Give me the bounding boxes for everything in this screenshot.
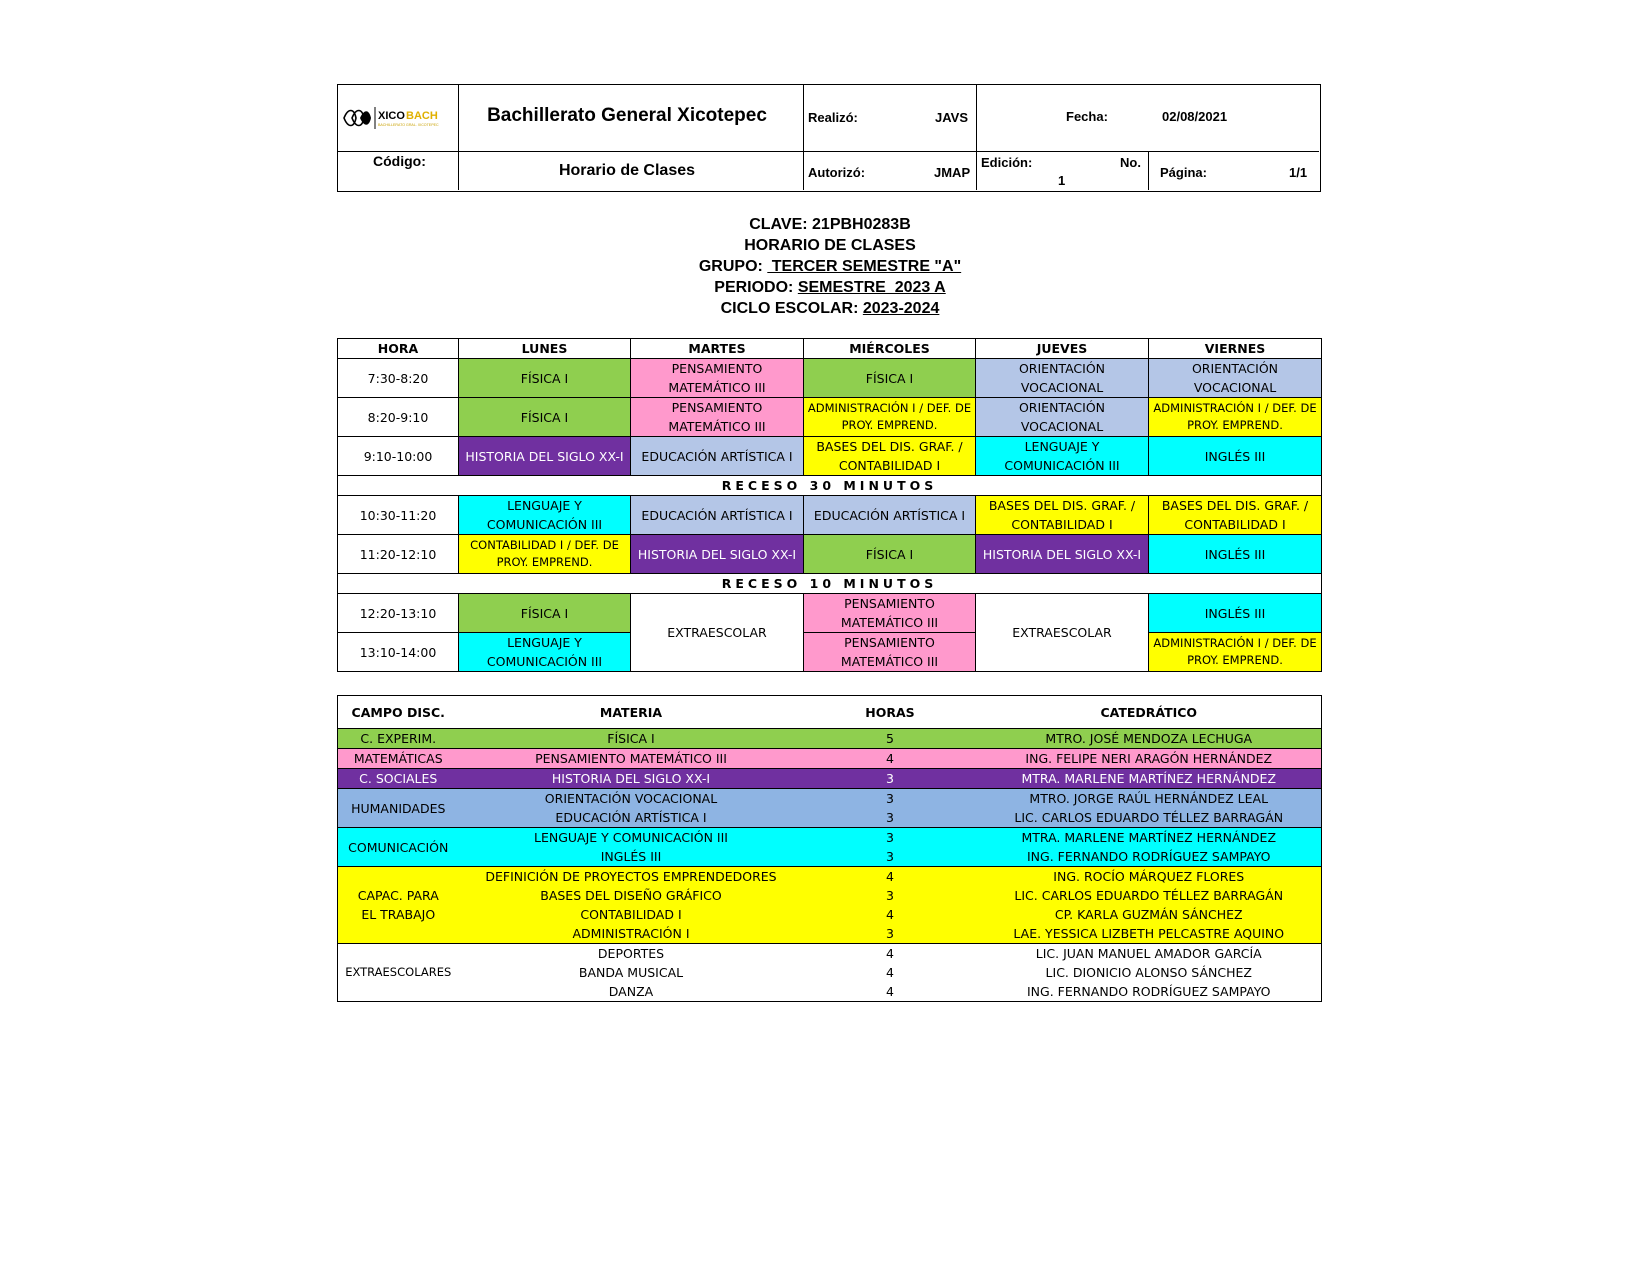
campo-cell: CAPAC. PARA EL TRABAJO <box>338 867 459 944</box>
horas-cell: 4 <box>886 907 894 922</box>
hour-cell: 9:10-10:00 <box>338 437 459 476</box>
class-cell: PENSAMIENTO MATEMÁTICO III <box>804 594 976 633</box>
hour-cell: 13:10-14:00 <box>338 633 459 672</box>
horas-cell: 5 <box>886 731 894 746</box>
materia-cell: ORIENTACIÓN VOCACIONAL <box>459 789 804 809</box>
schedule-header-row <box>338 339 1322 359</box>
docente-cell: CP. KARLA GUZMÁN SÁNCHEZ <box>1054 907 1243 922</box>
materia-cell: DEFINICIÓN DE PROYECTOS EMPRENDEDORES <box>459 867 804 887</box>
table-row <box>338 769 1322 789</box>
class-cell: EDUCACIÓN ARTÍSTICA I <box>631 496 804 535</box>
table-row <box>338 749 1322 769</box>
grupo-label: GRUPO: <box>698 258 768 275</box>
campo-cell: COMUNICACIÓN <box>338 828 459 867</box>
class-cell: FÍSICA I <box>804 535 976 574</box>
campo-cell: HUMANIDADES <box>338 789 459 828</box>
receso-row <box>338 476 1322 496</box>
table-row <box>338 924 1322 944</box>
campo-cell: EXTRAESCOLARES <box>338 944 459 1002</box>
ciclo-value: 2023-2024 <box>862 300 940 317</box>
autorizo-value: JMAP <box>934 165 971 180</box>
table-row <box>338 944 1322 964</box>
class-cell: INGLÉS III <box>1149 594 1322 633</box>
autorizo-label: Autorizó: <box>808 165 866 180</box>
hour-cell: 7:30-8:20 <box>338 359 459 398</box>
pagina-label: Página: <box>1160 165 1207 180</box>
schedule-row <box>338 496 1322 535</box>
campo-cell: MATEMÁTICAS <box>338 749 459 769</box>
school-logo <box>342 103 452 133</box>
docente-cell: MTRA. MARLENE MARTÍNEZ HERNÁNDEZ <box>977 769 1322 789</box>
class-cell: PENSAMIENTO MATEMÁTICO III <box>631 359 804 398</box>
horas-cell: 4 <box>804 944 977 964</box>
ciclo-label: CICLO ESCOLAR: <box>720 300 863 317</box>
schedule-row <box>338 594 1322 633</box>
materia-cell: BASES DEL DISEÑO GRÁFICO <box>540 888 722 903</box>
fecha-value: 02/08/2021 <box>1162 109 1228 124</box>
table-row <box>338 808 1322 828</box>
subjects-header-row <box>338 696 1322 729</box>
class-cell: HISTORIA DEL SIGLO XX-I <box>976 535 1149 574</box>
materia-cell: BANDA MUSICAL <box>578 965 684 980</box>
class-cell: EDUCACIÓN ARTÍSTICA I <box>804 496 976 535</box>
receso-label: RECESO 10 MINUTOS <box>338 574 1322 594</box>
schedule-row <box>338 398 1322 437</box>
materia-cell: INGLÉS III <box>600 849 662 864</box>
class-cell: FÍSICA I <box>459 359 631 398</box>
edicion-value: 1 <box>1058 173 1066 188</box>
materia-cell: DANZA <box>608 984 654 999</box>
class-cell: HISTORIA DEL SIGLO XX-I <box>631 535 804 574</box>
col-header: HORAS <box>804 696 977 729</box>
col-header: MATERIA <box>459 696 804 729</box>
table-row <box>338 729 1322 749</box>
class-cell: FÍSICA I <box>804 359 976 398</box>
horas-cell: 3 <box>804 828 977 848</box>
schedule-row <box>338 633 1322 672</box>
logo-subtitle: BACHILLERATO GRAL. XICOTEPEC <box>378 123 439 127</box>
class-cell: PENSAMIENTO MATEMÁTICO III <box>631 398 804 437</box>
horas-cell: 3 <box>886 849 894 864</box>
no-label: No. <box>1120 155 1141 170</box>
class-cell: ORIENTACIÓN VOCACIONAL <box>976 398 1149 437</box>
pagina-value: 1/1 <box>1289 165 1308 180</box>
table-row <box>338 828 1322 848</box>
class-cell: ADMINISTRACIÓN I / DEF. DE PROY. EMPREND. <box>1149 633 1322 672</box>
realizo-label: Realizó: <box>808 110 858 125</box>
codigo-label: Código: <box>373 153 426 169</box>
docente-cell: LIC. DIONICIO ALONSO SÁNCHEZ <box>1045 965 1252 980</box>
class-cell: EXTRAESCOLAR <box>631 594 804 672</box>
school-name: Bachillerato General Xicotepec <box>487 105 767 126</box>
logo-text-a: XICO <box>378 110 405 122</box>
docente-cell: LIC. CARLOS EDUARDO TÉLLEZ BARRAGÁN <box>1014 810 1284 825</box>
materia-cell: LENGUAJE Y COMUNICACIÓN III <box>459 828 804 848</box>
horas-cell: 4 <box>804 749 977 769</box>
schedule-table <box>337 338 1322 672</box>
horas-cell: 3 <box>804 769 977 789</box>
hour-cell: 10:30-11:20 <box>338 496 459 535</box>
class-cell: INGLÉS III <box>1149 535 1322 574</box>
class-cell: EDUCACIÓN ARTÍSTICA I <box>631 437 804 476</box>
col-header: HORA <box>338 339 459 359</box>
class-cell: ADMINISTRACIÓN I / DEF. DE PROY. EMPREND. <box>1149 398 1322 437</box>
materia-cell: DEPORTES <box>459 944 804 964</box>
docente-cell: MTRO. JORGE RAÚL HERNÁNDEZ LEAL <box>977 789 1322 809</box>
hour-cell: 8:20-9:10 <box>338 398 459 437</box>
schedule-row <box>338 535 1322 574</box>
class-cell: CONTABILIDAD I / DEF. DE PROY. EMPREND. <box>459 535 631 574</box>
table-row <box>338 886 1322 905</box>
class-cell: FÍSICA I <box>459 594 631 633</box>
horas-cell: 3 <box>886 888 894 903</box>
materia-cell: CONTABILIDAD I <box>580 907 682 922</box>
table-row <box>338 867 1322 887</box>
docente-cell: LAE. YESSICA LIZBETH PELCASTRE AQUINO <box>1013 926 1285 941</box>
subjects-table <box>337 695 1322 1002</box>
realizo-value: JAVS <box>935 110 968 125</box>
class-cell: EXTRAESCOLAR <box>976 594 1149 672</box>
materia-cell: PENSAMIENTO MATEMÁTICO III <box>459 749 804 769</box>
class-cell: LENGUAJE Y COMUNICACIÓN III <box>976 437 1149 476</box>
campo-cell: C. EXPERIM. <box>360 731 437 746</box>
docente-cell: ING. FELIPE NERI ARAGÓN HERNÁNDEZ <box>977 749 1322 769</box>
horario-heading: HORARIO DE CLASES <box>744 237 916 254</box>
col-header: CATEDRÁTICO <box>977 696 1322 729</box>
hour-cell: 12:20-13:10 <box>338 594 459 633</box>
docente-cell: ING. FERNANDO RODRÍGUEZ SAMPAYO <box>1026 984 1271 999</box>
docente-cell: MTRO. JOSÉ MENDOZA LECHUGA <box>1045 731 1253 746</box>
class-cell: LENGUAJE Y COMUNICACIÓN III <box>459 633 631 672</box>
table-row <box>338 982 1322 1002</box>
schedule-row <box>338 359 1322 398</box>
edicion-label: Edición: <box>981 155 1033 170</box>
class-cell: BASES DEL DIS. GRAF. / CONTABILIDAD I <box>1149 496 1322 535</box>
col-header: MIÉRCOLES <box>804 339 976 359</box>
class-cell: FÍSICA I <box>459 398 631 437</box>
table-row <box>338 847 1322 867</box>
table-row <box>338 789 1322 809</box>
class-cell: HISTORIA DEL SIGLO XX-I <box>459 437 631 476</box>
receso-label: RECESO 30 MINUTOS <box>338 476 1322 496</box>
document-header <box>337 84 1321 192</box>
docente-cell: MTRA. MARLENE MARTÍNEZ HERNÁNDEZ <box>977 828 1322 848</box>
class-cell: LENGUAJE Y COMUNICACIÓN III <box>459 496 631 535</box>
campo-cell: C. SOCIALES <box>338 769 459 789</box>
horas-cell: 3 <box>804 789 977 809</box>
class-cell: ORIENTACIÓN VOCACIONAL <box>1149 359 1322 398</box>
docente-cell: LIC. JUAN MANUEL AMADOR GARCÍA <box>977 944 1322 964</box>
docente-cell: ING. FERNANDO RODRÍGUEZ SAMPAYO <box>1026 849 1271 864</box>
materia-cell: HISTORIA DEL SIGLO XX-I <box>459 769 804 789</box>
document-title: Horario de Clases <box>558 162 696 179</box>
table-row <box>338 963 1322 982</box>
docente-cell: LIC. CARLOS EDUARDO TÉLLEZ BARRAGÁN <box>1014 888 1284 903</box>
col-header: JUEVES <box>976 339 1149 359</box>
group-info <box>560 214 1100 319</box>
schedule-row <box>338 437 1322 476</box>
docente-cell: ING. ROCÍO MÁRQUEZ FLORES <box>977 867 1322 887</box>
horas-cell: 3 <box>886 926 894 941</box>
col-header: VIERNES <box>1149 339 1322 359</box>
logo-text-b: BACH <box>406 110 438 122</box>
receso-row <box>338 574 1322 594</box>
grupo-value: TERCER SEMESTRE "A" <box>767 258 962 275</box>
fecha-label: Fecha: <box>1066 109 1108 124</box>
horas-cell: 4 <box>804 867 977 887</box>
class-cell: ORIENTACIÓN VOCACIONAL <box>976 359 1149 398</box>
class-cell: BASES DEL DIS. GRAF. / CONTABILIDAD I <box>804 437 976 476</box>
periodo-label: PERIODO: <box>714 279 798 296</box>
col-header: LUNES <box>459 339 631 359</box>
materia-cell: EDUCACIÓN ARTÍSTICA I <box>555 810 707 825</box>
class-cell: ADMINISTRACIÓN I / DEF. DE PROY. EMPREND. <box>804 398 976 437</box>
horas-cell: 4 <box>886 984 894 999</box>
col-header: MARTES <box>631 339 804 359</box>
periodo-value: SEMESTRE 2023 A <box>797 279 946 296</box>
class-cell: PENSAMIENTO MATEMÁTICO III <box>804 633 976 672</box>
table-row <box>338 905 1322 924</box>
horas-cell: 4 <box>886 965 894 980</box>
class-cell: BASES DEL DIS. GRAF. / CONTABILIDAD I <box>976 496 1149 535</box>
materia-cell: FÍSICA I <box>607 731 655 746</box>
horas-cell: 3 <box>886 810 894 825</box>
col-header: CAMPO DISC. <box>338 696 459 729</box>
materia-cell: ADMINISTRACIÓN I <box>572 926 690 941</box>
clave: CLAVE: 21PBH0283B <box>749 216 911 233</box>
hour-cell: 11:20-12:10 <box>338 535 459 574</box>
class-cell: INGLÉS III <box>1149 437 1322 476</box>
